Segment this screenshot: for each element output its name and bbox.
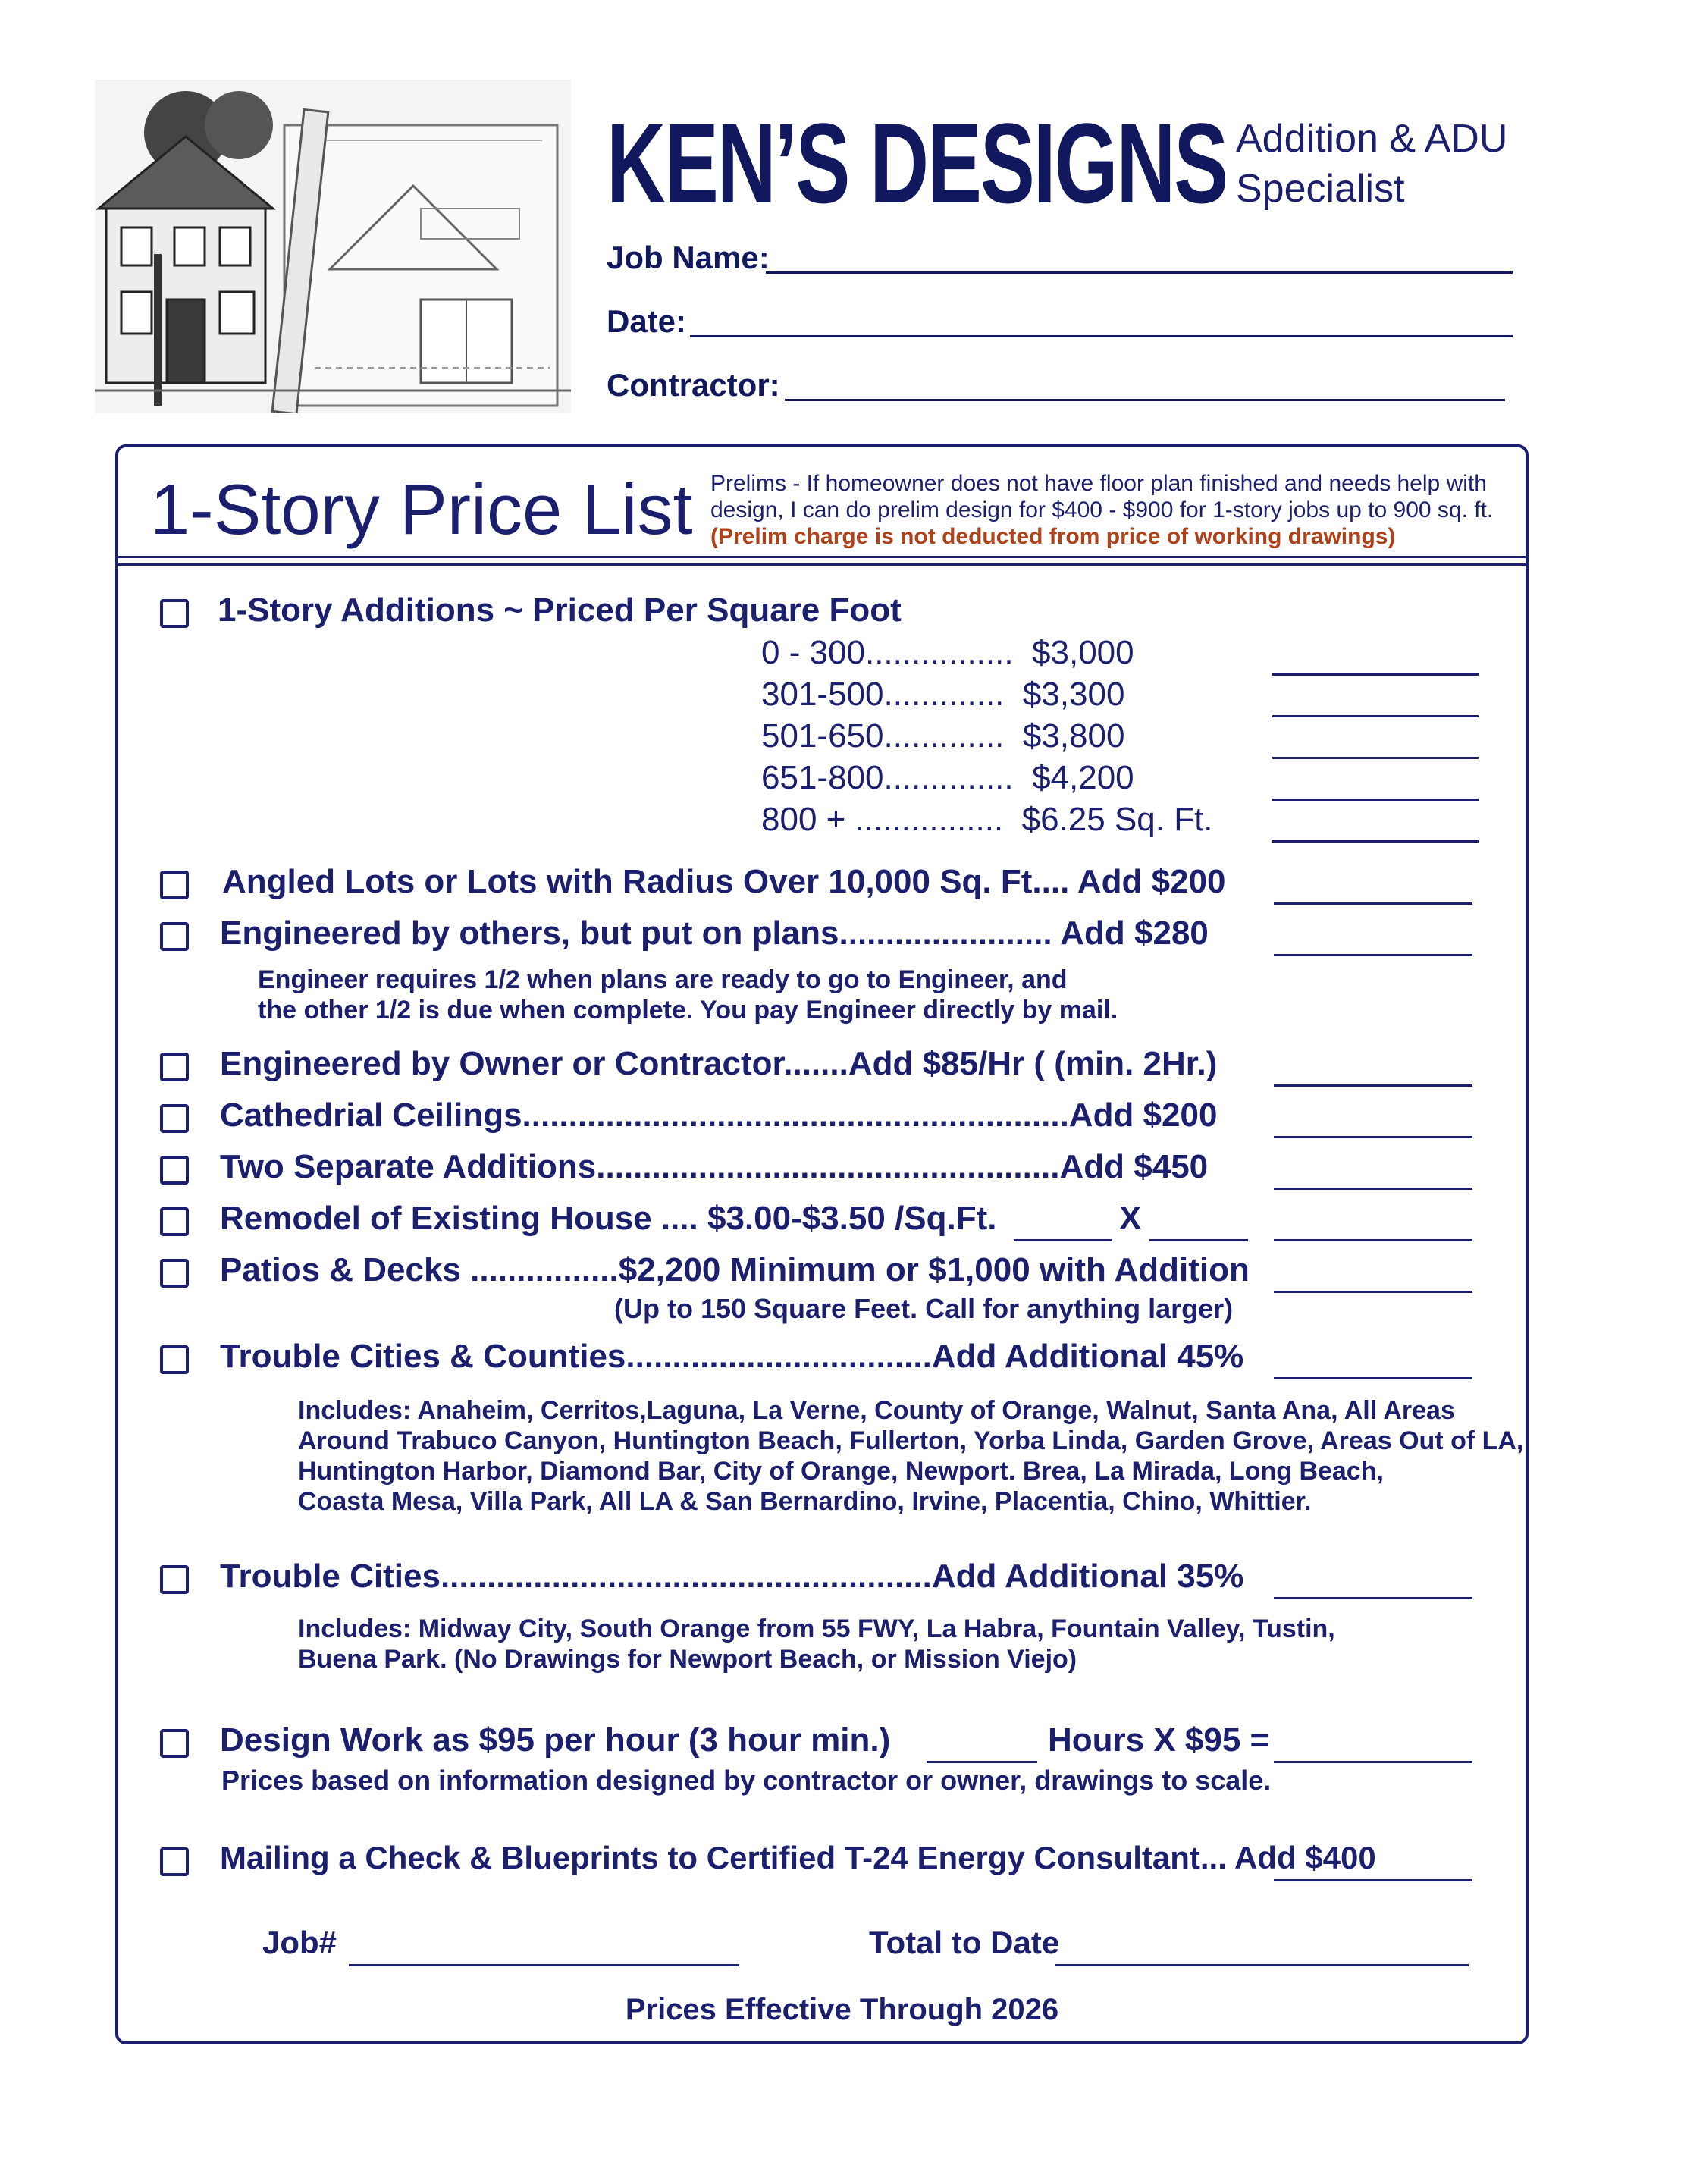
tier-range: 0 - 300................ (761, 634, 1014, 671)
engineered-note (258, 965, 1118, 1025)
engineered-note-line: the other 1/2 is due when complete. You pay Engineer directly by mail. (258, 996, 1118, 1025)
tier-range: 501-650............. (761, 717, 1005, 755)
engineered-others-checkbox[interactable] (160, 922, 189, 951)
trouble-35-includes (298, 1614, 1335, 1674)
cathedral-checkbox[interactable] (160, 1104, 189, 1133)
angled-lots-label: Angled Lots or Lots with Radius Over 10,000 Sq. Ft.... Add $200 (222, 863, 1226, 900)
trouble-45-includes (298, 1395, 1523, 1517)
tier-price: $3,000 (1032, 634, 1134, 671)
tier-amount-field[interactable] (1272, 761, 1479, 801)
mailing-label: Mailing a Check & Blueprints to Certified T-24 Energy Consultant... Add $400 (220, 1840, 1376, 1875)
additions-checkbox[interactable] (160, 599, 189, 628)
trouble-45-checkbox[interactable] (160, 1345, 189, 1374)
angled-lots-checkbox[interactable] (160, 871, 189, 899)
remodel-sqft-field[interactable] (1014, 1201, 1112, 1241)
engineered-note-line: Engineer requires 1/2 when plans are ready to go to Engineer, and (258, 965, 1068, 994)
job-name-label: Job Name: (607, 240, 770, 275)
date-label: Date: (607, 303, 687, 339)
mailing-checkbox[interactable] (160, 1847, 189, 1876)
cathedral-amount[interactable] (1274, 1098, 1472, 1138)
contractor-field[interactable] (785, 367, 1505, 401)
tagline-line-2: Specialist (1236, 167, 1405, 211)
remodel-label: Remodel of Existing House .... $3.00-$3.50 /Sq.Ft. (220, 1200, 997, 1237)
total-to-date-field[interactable] (1055, 1926, 1469, 1966)
trouble-35-amount[interactable] (1274, 1559, 1472, 1599)
tier-range: 651-800.............. (761, 759, 1014, 796)
tier-price: $3,800 (1022, 717, 1125, 755)
patios-checkbox[interactable] (160, 1259, 189, 1288)
patios-note: (Up to 150 Square Feet. Call for anything larger) (614, 1293, 1234, 1324)
remodel-amount[interactable] (1274, 1201, 1472, 1241)
design-work-amount[interactable] (1274, 1723, 1472, 1763)
design-work-checkbox[interactable] (160, 1729, 189, 1758)
prelim-note (710, 470, 1529, 550)
design-work-note: Prices based on information designed by contractor or owner, drawings to scale. (221, 1765, 1272, 1796)
trouble-45-label: Trouble Cities & Counties.................................Add Additional 45% (220, 1338, 1244, 1375)
tier-price: $3,300 (1022, 676, 1125, 713)
tier-row (761, 801, 1213, 839)
includes-line: Includes: Midway City, South Orange from 55 FWY, La Habra, Fountain Valley, Tustin, (298, 1614, 1335, 1643)
engineered-others-label: Engineered by others, but put on plans....................... Add $280 (220, 915, 1209, 952)
design-hours-field[interactable] (927, 1723, 1037, 1763)
tier-price: $6.25 Sq. Ft. (1021, 801, 1213, 838)
title-divider-top (118, 556, 1526, 558)
tier-price: $4,200 (1032, 759, 1134, 796)
tier-amount-field[interactable] (1272, 677, 1479, 717)
tagline-line-1: Addition & ADU (1236, 117, 1508, 161)
angled-lots-amount[interactable] (1274, 864, 1472, 905)
two-additions-checkbox[interactable] (160, 1156, 189, 1185)
job-name-field[interactable] (766, 240, 1513, 274)
engineered-others-amount[interactable] (1274, 916, 1472, 956)
cathedral-label: Cathedrial Ceilings...........................................................Add $200 (220, 1097, 1218, 1134)
remodel-x: X (1119, 1200, 1142, 1237)
price-list-title: 1-Story Price List (150, 469, 693, 549)
tier-amount-field[interactable] (1272, 802, 1479, 843)
prices-effective-note: Prices Effective Through 2026 (625, 1993, 1059, 2026)
includes-line: Buena Park. (No Drawings for Newport Beach, or Mission Viejo) (298, 1645, 1077, 1674)
trouble-35-label: Trouble Cities.....................................................Add Additional 35% (220, 1558, 1244, 1595)
trouble-35-checkbox[interactable] (160, 1565, 189, 1594)
tier-range: 301-500............. (761, 676, 1005, 713)
engineered-owner-amount[interactable] (1274, 1046, 1472, 1087)
tier-amount-field[interactable] (1272, 719, 1479, 759)
design-work-label: Design Work as $95 per hour (3 hour min.) (220, 1721, 891, 1759)
includes-line: Huntington Harbor, Diamond Bar, City of Orange, Newport. Brea, La Mirada, Long Beach, (298, 1457, 1384, 1486)
brand-title: KEN’S DESIGNS (607, 99, 1228, 227)
engineered-owner-label: Engineered by Owner or Contractor.......Add $85/Hr ( (min. 2Hr.) (220, 1045, 1218, 1082)
house-sketch-logo (95, 80, 571, 413)
remodel-rate-field[interactable] (1149, 1201, 1248, 1241)
includes-line: Includes: Anaheim, Cerritos,Laguna, La Verne, County of Orange, Walnut, Santa Ana, All Areas (298, 1396, 1455, 1425)
brand-tagline (1236, 114, 1507, 214)
patios-amount[interactable] (1274, 1253, 1472, 1293)
remodel-checkbox[interactable] (160, 1207, 189, 1236)
patios-label: Patios & Decks ................$2,200 Minimum or $1,000 with Addition (220, 1251, 1250, 1288)
additions-label: 1-Story Additions ~ Priced Per Square Foot (218, 592, 902, 629)
includes-line: Coasta Mesa, Villa Park, All LA & San Bernardino, Irvine, Placentia, Chino, Whittier. (298, 1487, 1312, 1516)
mailing-amount[interactable] (1274, 1841, 1472, 1881)
two-additions-label: Two Separate Additions..................................................Add $450 (220, 1148, 1209, 1185)
tier-row (761, 717, 1124, 755)
engineered-owner-checkbox[interactable] (160, 1053, 189, 1081)
two-additions-amount[interactable] (1274, 1150, 1472, 1190)
job-number-field[interactable] (349, 1926, 739, 1966)
tier-range: 800 + ................ (761, 801, 1004, 838)
tier-amount-field[interactable] (1272, 635, 1479, 676)
tier-row (761, 676, 1124, 714)
prelim-warning: (Prelim charge is not deducted from price of working drawings) (710, 524, 1396, 549)
prelim-text: Prelims - If homeowner does not have floor plan finished and needs help with design, I can do prelim design for $400 - $900 for 1-story jobs up to 900 sq. ft. (710, 471, 1494, 522)
design-hours-label: Hours X $95 = (1048, 1721, 1270, 1759)
total-to-date-label: Total to Date (869, 1925, 1060, 1960)
includes-line: Around Trabuco Canyon, Huntington Beach, Fullerton, Yorba Linda, Garden Grove, Areas Out of LA, (298, 1426, 1524, 1455)
tier-row (761, 759, 1134, 797)
job-number-label: Job# (262, 1925, 337, 1960)
trouble-45-amount[interactable] (1274, 1339, 1472, 1379)
tier-row (761, 634, 1134, 672)
date-field[interactable] (690, 303, 1513, 337)
title-divider-bottom (118, 563, 1526, 566)
contractor-label: Contractor: (607, 367, 780, 403)
